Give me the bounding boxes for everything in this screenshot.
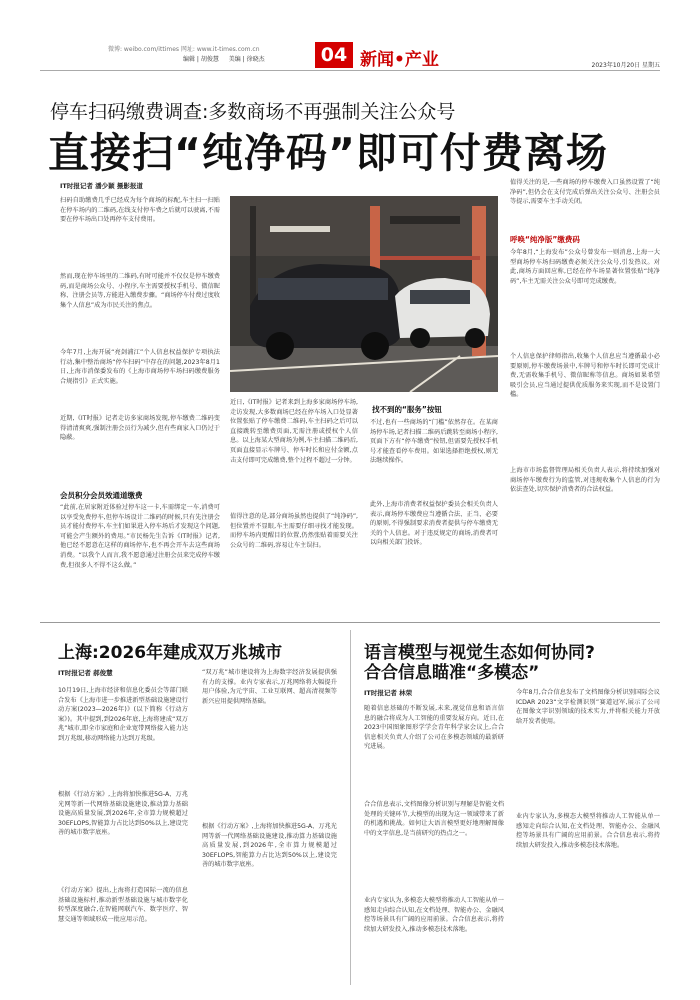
story2-paragraph: 10月19日,上海市经济和信息化委员会等部门联合发布《上海市进一步推进新型基础设施建设行动方案(2023—2026年)》(以下简称《行动方案》)。其中提到,到2026年底,上海将建成“双万兆”城市,即全市家庭和企业宽带网络接入能力达到万兆级,移动网络能力达到万兆级。 — [58, 687, 188, 742]
section-divider — [40, 622, 660, 623]
lead-paragraph: 今年8月,“上海发布”公众号曾发布一则消息,上海一大型商场停车场扫码缴费必须关注公众号,引发热议。对此,商场方面回应称,已经在停车场显著位置张贴“纯净码”,车主无需关注公众号即可完成缴费。 — [510, 249, 660, 285]
story3-paragraph: 今年8月,合合信息发布了文档图像分析识别国际会议ICDAR 2023“文字检测识别”赛道冠军,展示了公司在图像文字识别领域的技术实力,并将相关能力开放给开发者使用。 — [516, 689, 660, 725]
designer-credit: 美编 | 徐晓杰 — [228, 56, 265, 63]
lead-paragraph: 近期,《IT时报》记者走访多家商场发现,停车缴费二维码变得清清爽爽,强制注册会员行为减少,但有些商家入口仍过于隐蔽。 — [60, 415, 220, 442]
lead-paragraph: 今年7月,上海开展“亮剑浦江”个人信息权益保护专项执法行动,集中整治商场“停车扫码”中存在的问题,2023年8月1日,上海市消保委发布的《上海市商场停车场扫码缴费服务合规指引》正式实施。 — [60, 349, 220, 385]
masthead — [0, 0, 700, 90]
parking-garage-illustration — [230, 196, 498, 392]
column-divider — [350, 630, 351, 985]
lead-paragraph: 上海市市场监督管理局相关负责人表示,将持续加强对商场停车缴费行为的监管,对违规收集个人信息的行为依法查处,切实保护消费者的合法权益。 — [510, 467, 660, 494]
section-title: 新闻•产业 — [360, 50, 439, 70]
issue-date: 2023年10月20日 星期五 — [591, 62, 660, 69]
lead-paragraph: 值得注意的是,部分商场虽然也提供了“纯净码”,但位置并不显眼,车主需要仔细寻找才能发现。而停车场内更醒目的位置,仍然张贴着需要关注公众号的二维码,容易让车主误扫。 — [230, 513, 358, 549]
story3-paragraph: 业内专家认为,多模态大模型将推动人工智能从单一感知走向综合认知,在文档处理、智能办公、金融风控等场景具有广阔的应用前景。合合信息表示,将持续加大研发投入,推动多模态技术落地。 — [364, 897, 504, 933]
lead-paragraph: 近日,《IT时报》记者来到上海多家商场停车场,走访发现,大多数商场已经在停车场入口处显著位置张贴了停车缴费二维码,车主扫码之后可以直接跳转至缴费页面,无需注册或授权个人信息。以上海某大型商场为例,车主扫描二维码后,页面直接显示车牌号、停车时长和应付金额,点击支付即可完成缴费,整个过程不超过一分钟。 — [230, 399, 358, 464]
lead-byline: IT时报记者 潘少颖 摄影报道 — [60, 182, 143, 190]
lead-headline: 直接扫“纯净码”即可付费离场 — [48, 129, 608, 177]
story2-paragraph: 根据《行动方案》,上海将加快推进5G-A、万兆光网等新一代网络基础设施建设,推动算力基础设施高质量发展,到2026年,全市算力规模超过30EFLOPS,智能算力占比达到50%以上,建设完善的城市数字底座。 — [58, 791, 188, 837]
lead-paragraph: 然而,现在停车场里的二维码,有时可能并不仅仅是停车缴费码,而是商场公众号、小程序,车主需要授权手机号、微信昵称、注册会员等,方能进入缴费步骤。“商场停车付费过度收集个人信息”成为市民关注的焦点。 — [60, 273, 220, 309]
lead-subhead: 会员积分会员效通道缴费 — [60, 491, 143, 500]
editor-credit: 编辑 | 胡俊慧 — [183, 56, 219, 63]
story2-byline: IT时报记者 郝俊慧 — [58, 669, 113, 677]
lead-kicker: 停车扫码缴费调查:多数商场不再强制关注公众号 — [50, 101, 456, 123]
lead-paragraph: 不过,也有一些商场的“门槛”依然存在。在某商场停车场,记者扫描二维码后跳转至商场小程序,页面下方有“停车缴费”按钮,但需要先授权手机号才能查看停车费用。如果选择拒绝授权,则无法继续操作。 — [370, 419, 498, 465]
story3-byline: IT时报记者 林荣 — [364, 689, 413, 697]
story2-title: 上海:2026年建成双万兆城市 — [58, 643, 283, 663]
story2-paragraph: 根据《行动方案》,上海将加快推进5G-A、万兆光网等新一代网络基础设施建设,推动算力基础设施高质量发展,到2026年,全市算力规模超过30EFLOPS,智能算力占比达到50%以上,建设完善的城市数字底座。 — [202, 823, 337, 869]
story3-title-line-1: 语言模型与视觉生态如何协同? — [364, 643, 595, 663]
lead-paragraph: “此前,在居家附近体验过停车这一卡,车需绑定一车,消费可以享受免费停车,但停车场设计二维码的时候,只有先注册会员才能付费停车,车主们如果进入停车场后才发现这个问题,可能会产生额外的费用。”市民杨先生告诉《IT时报》记者,他已经不愿意在这样的商场停车,也不再会开车去这些商场消费。“以我个人而言,我不愿意通过注册会员来完成停车缴费,但很多人不得不这么做。” — [60, 504, 220, 569]
lead-paragraph: 扫码自助缴费几乎已经成为每个商场的标配,车主扫一扫贴在停车场内的二维码,在线支付停车费之后就可以驶离,不需要在停车场出口处再停车支付费用。 — [60, 197, 220, 224]
story3-paragraph: 合合信息表示,文档图像分析识别与理解是智能文档处理的关键环节,大模型的出现为这一领域带来了新的机遇和挑战。如何让大语言模型更好地理解图像中的文字信息,是当前研究的热点之一。 — [364, 801, 504, 837]
story2-paragraph: 《行动方案》提出,上海将打造国际一流的信息基础设施标杆,推动新型基础设施与城市数字化转型深度融合,在智能网联汽车、数字医疗、智慧交通等领域形成一批应用示范。 — [58, 887, 188, 923]
lead-paragraph: 个人信息保护律师指出,收集个人信息应当遵循最小必要原则,停车缴费场景中,车牌号和停车时长即可完成计费,无需收集手机号、微信昵称等信息。商场如果希望吸引会员,应当通过提供优质服务来实现,而不是设置门槛。 — [510, 353, 660, 399]
story3-title-line-2: 合合信息瞄准“多模态” — [364, 663, 540, 683]
story3-paragraph: 业内专家认为,多模态大模型将推动人工智能从单一感知走向综合认知,在文档处理、智能办公、金融风控等场景具有广阔的应用前景。合合信息表示,将持续加大研发投入,推动多模态技术落地。 — [516, 813, 660, 849]
lead-paragraph: 值得关注的是,一些商场的停车缴费入口虽然设置了“纯净码”,但仍会在支付完成后弹出关注公众号、注册会员等提示,需要车主手动关闭。 — [510, 179, 660, 206]
parking-garage-photo — [230, 196, 498, 392]
page-number: 04 — [315, 42, 353, 68]
lead-paragraph: 此外,上海市消费者权益保护委员会相关负责人表示,商场停车缴费应当遵循合法、正当、必要的原则,不得强制要求消费者提供与停车缴费无关的个人信息。对于违反规定的商场,消费者可以向相关部门投诉。 — [370, 501, 498, 547]
masthead-credits — [183, 54, 273, 63]
lead-subhead: 找不到的“服务”按钮 — [372, 405, 442, 414]
story3-paragraph: 随着信息基础的不断发展,未来,视觉信息和语言信息的融合将成为人工智能的重要发展方向。近日,在2023中国图象图形学学会青年科学家会议上,合合信息相关负责人介绍了公司在多模态领域的最新研究进展。 — [364, 705, 504, 751]
masthead-rule — [40, 70, 660, 71]
lead-subhead: 呼唤“纯净版”缴费码 — [510, 235, 580, 244]
story2-paragraph: “双万兆”城市建设将为上海数字经济发展提供强有力的支撑。业内专家表示,万兆网络将大幅提升用户体验,为元宇宙、工业互联网、超高清视频等新兴应用提供网络基础。 — [202, 669, 337, 705]
masthead-web-info: 微博: weibo.com/ittimes 网址: www.it-times.com.cn — [108, 46, 260, 53]
